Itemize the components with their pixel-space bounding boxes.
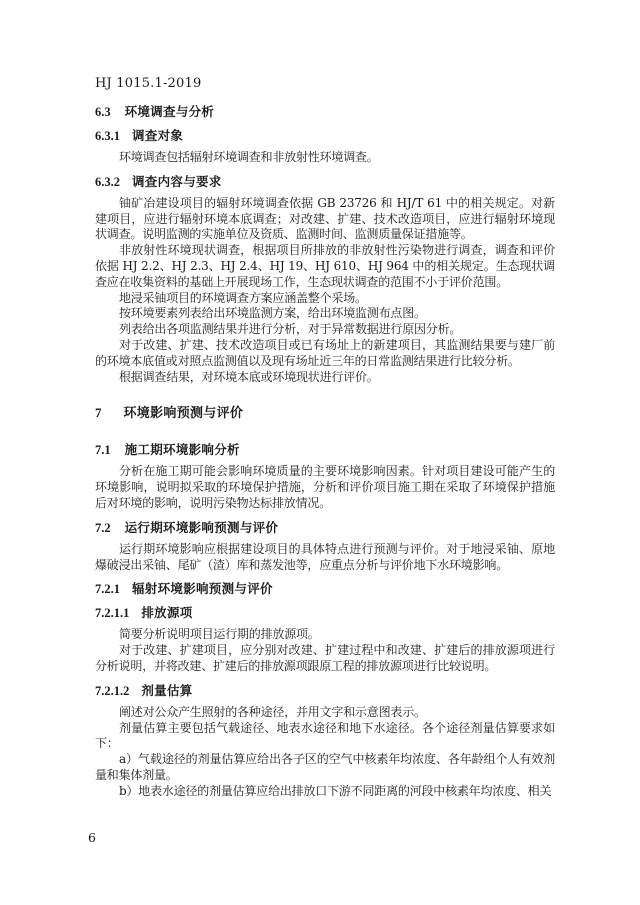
section-heading (95, 683, 555, 699)
section-heading (95, 128, 555, 144)
document-body (95, 96, 555, 800)
section-number: 6.3 (95, 105, 111, 119)
section-number: 7.2.1.2 (95, 683, 130, 698)
section-number: 7.2.1.1 (95, 606, 130, 621)
section-number: 7 (95, 405, 102, 421)
section-title: 排放源项 (141, 606, 193, 621)
section-number: 7.2.1 (95, 582, 120, 597)
section-title: 辐射环境影响预测与评价 (132, 582, 273, 597)
section-title: 运行期环境影响预测与评价 (124, 520, 279, 535)
section-heading (95, 581, 555, 597)
paragraph: 运行期环境影响应根据建设项目的具体特点进行预测与评价。对于地浸采铀、原地爆破浸出采铀、尾矿（渣）库和蒸发池等，应重点分析与评价地下水环境影响。 (95, 541, 555, 572)
paragraph: 地浸采铀项目的环境调查方案应涵盖整个采场。 (119, 290, 367, 305)
section-heading (95, 174, 555, 190)
paragraph: 分析在施工期可能会影响环境质量的主要环境影响因素。针对项目建设可能产生的环境影响，说明拟采取的环境保护措施，分析和评价项目施工期在采取了环境保护措施后对环境的影响，说明污染物达标排放情况。 (95, 464, 555, 510)
paragraph: b）地表水途径的剂量估算应给出排放口下游不同距离的河段中核素年均浓度、相关 (119, 783, 552, 798)
paragraph: 对于改建、扩建、技术改造项目或已有场址上的新建项目，其监测结果要与建厂前的环境本底值或对照点监测值以及现有场址近三年的日常监测结果进行比较分析。 (95, 337, 555, 368)
section-title: 环境影响预测与评价 (123, 405, 244, 421)
paragraph: 按环境要素列表给出环境监测方案，给出环境监测布点图。 (119, 306, 426, 321)
section-heading (95, 442, 555, 458)
paragraph: 非放射性环境现状调查，根据项目所排放的非放射性污染物进行调查，调查和评价依据 HJ 2.2、HJ 2.3、HJ 2.4、HJ 19、HJ 610、HJ 964 中的相关规定。生态现状调查应在收集资料的基础上开展现场工作，生态现状调查的范围不小于评价范围。 (95, 243, 555, 289)
paragraph: 根据调查结果，对环境本底或环境现状进行评价。 (119, 369, 379, 384)
section-title: 调查内容与要求 (132, 174, 222, 189)
section-heading (95, 405, 555, 421)
section-number: 7.1 (95, 443, 111, 458)
document-content (95, 76, 555, 800)
section-number: 7.2 (95, 520, 111, 535)
section-number: 6.3.2 (95, 174, 120, 189)
section-title: 环境调查与分析 (124, 105, 215, 119)
paragraph: 列表给出各项监测结果并进行分析，对于异常数据进行原因分析。 (119, 322, 462, 337)
paragraph: 环境调查包括辐射环境调查和非放射性环境调查。 (119, 150, 379, 164)
section-title: 剂量估算 (141, 683, 193, 698)
paragraph: 阐述对公众产生照射的各种途径，并用文字和示意图表示。 (119, 704, 426, 719)
section-heading (95, 104, 555, 120)
page-number: 6 (88, 830, 96, 845)
doc-number-header: HJ 1015.1-2019 (95, 76, 202, 91)
paragraph: 铀矿冶建设项目的辐射环境调查依据 GB 23726 和 HJ/T 61 中的相关规定。对新建项目，应进行辐射环境本底调查；对改建、扩建、技术改造项目，应进行辐射环境现状调查。说明监测的实施单位及资质、监测时间、监测质量保证措施等。 (95, 195, 555, 242)
section-number: 6.3.1 (95, 129, 120, 143)
section-title: 施工期环境影响分析 (124, 443, 240, 458)
paragraph: 剂量估算主要包括气载途径、地表水途径和地下水途径。各个途径剂量估算要求如下： (95, 720, 555, 751)
section-heading (95, 605, 555, 621)
paragraph: 简要分析说明项目运行期的排放源项。 (119, 627, 320, 642)
paragraph: a）气载途径的剂量估算应给出各子区的空气中核素年均浓度、各年龄组个人有效剂量和集体剂量。 (95, 752, 555, 782)
section-title: 调查对象 (132, 129, 184, 143)
paragraph: 对于改建、扩建项目，应分别对改建、扩建过程中和改建、扩建后的排放源项进行分析说明，并将改建、扩建后的排放源项跟原工程的排放源项进行比较说明。 (95, 643, 555, 673)
section-heading (95, 520, 555, 536)
